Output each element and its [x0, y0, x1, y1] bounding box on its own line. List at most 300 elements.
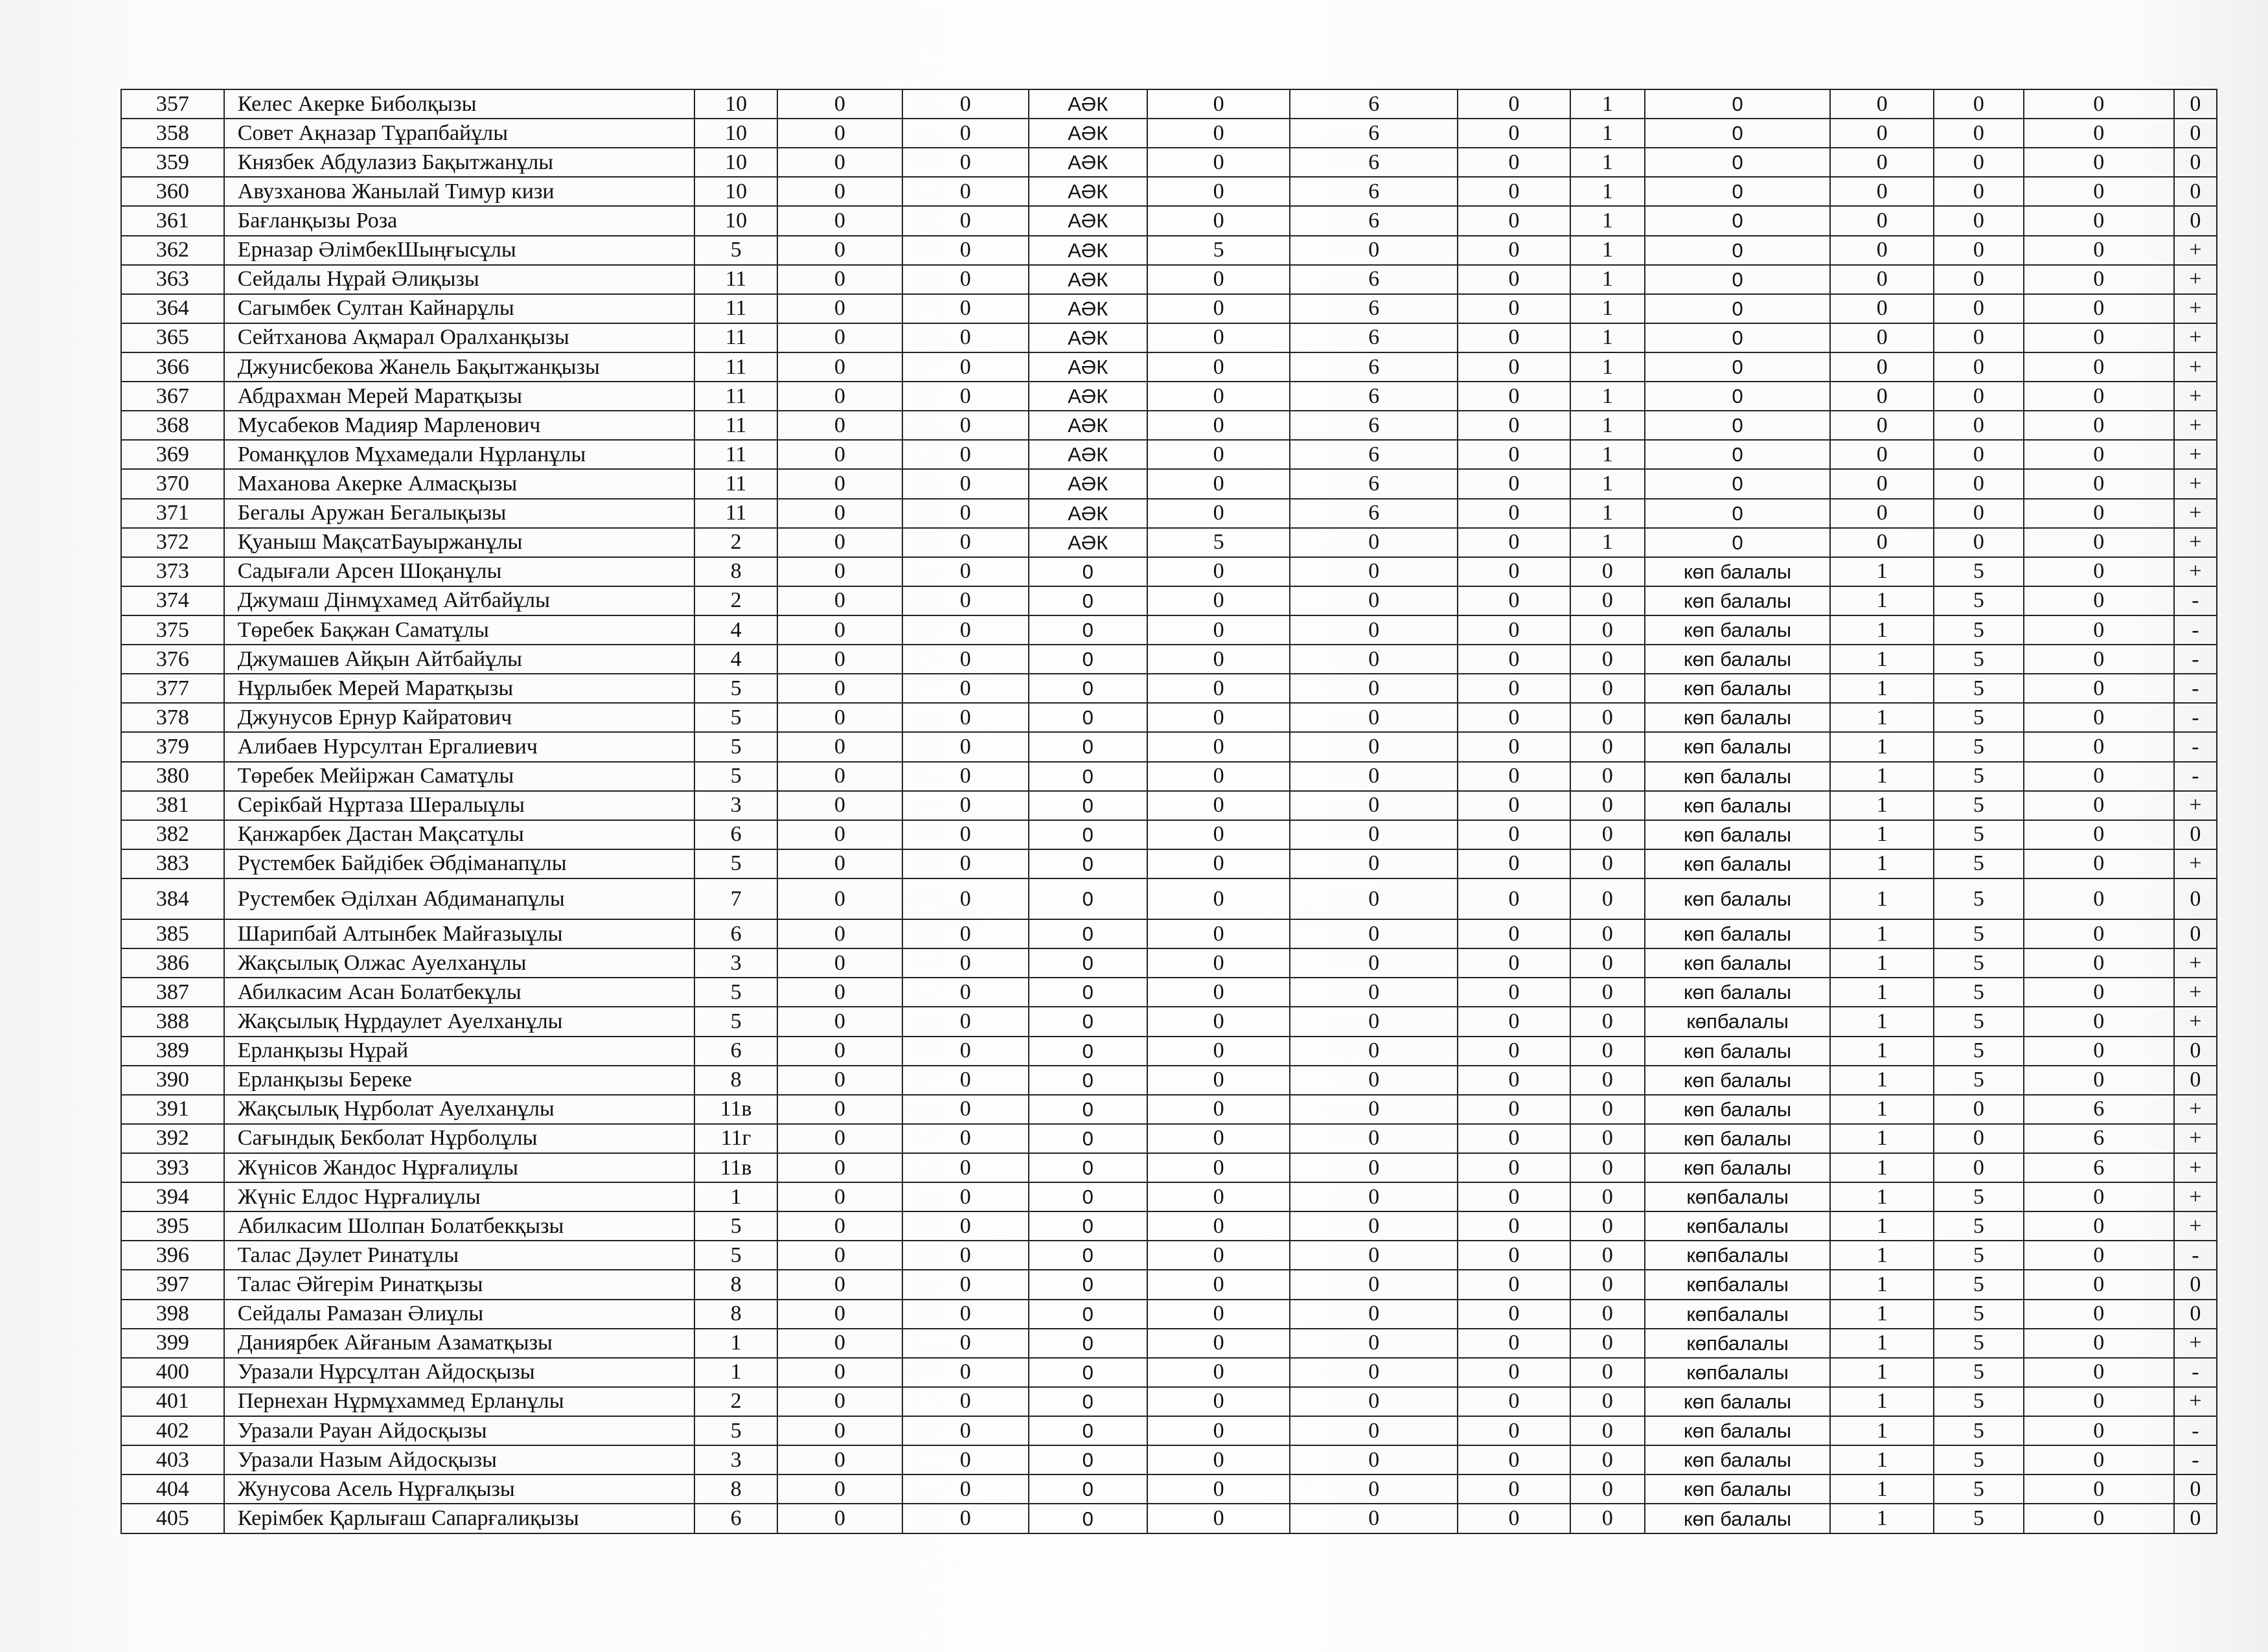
cell-col-i: 0 — [1570, 791, 1645, 820]
cell-grade: 5 — [694, 1007, 777, 1036]
cell-col-c: 0 — [777, 1300, 902, 1329]
cell-category: АӘК — [1029, 440, 1147, 469]
cell-col-f: 0 — [1147, 732, 1290, 761]
cell-mark: + — [2174, 499, 2217, 528]
cell-category: 0 — [1029, 919, 1147, 948]
cell-col-d: 0 — [902, 849, 1029, 878]
cell-family-status: 0 — [1645, 265, 1831, 294]
cell-col-l: 0 — [1934, 89, 2023, 119]
cell-col-d: 0 — [902, 1474, 1029, 1504]
cell-col-i: 1 — [1570, 382, 1645, 411]
cell-row-number: 358 — [121, 119, 224, 148]
table-row — [121, 1211, 2217, 1241]
cell-col-k: 1 — [1830, 1182, 1934, 1211]
cell-col-m: 0 — [2024, 762, 2174, 791]
cell-col-d: 0 — [902, 1270, 1029, 1299]
cell-mark: + — [2174, 411, 2217, 440]
cell-student-name: Маханова Акерке Алмасқызы — [224, 469, 694, 498]
cell-col-l: 5 — [1934, 878, 2023, 919]
cell-col-l: 0 — [1934, 323, 2023, 352]
cell-col-d: 0 — [902, 557, 1029, 586]
cell-family-status: көп балалы — [1645, 586, 1831, 615]
cell-col-f: 0 — [1147, 1358, 1290, 1387]
table-row — [121, 978, 2217, 1007]
cell-student-name: Совет Ақназар Тұрапбайұлы — [224, 119, 694, 148]
cell-col-h: 0 — [1458, 1066, 1570, 1095]
cell-col-f: 0 — [1147, 1300, 1290, 1329]
cell-col-c: 0 — [777, 1329, 902, 1358]
cell-col-l: 0 — [1934, 1153, 2023, 1182]
cell-mark: 0 — [2174, 919, 2217, 948]
cell-col-m: 6 — [2024, 1095, 2174, 1124]
cell-col-h: 0 — [1458, 1211, 1570, 1241]
cell-col-c: 0 — [777, 978, 902, 1007]
cell-col-k: 1 — [1830, 1037, 1934, 1066]
cell-col-l: 5 — [1934, 1474, 2023, 1504]
cell-col-c: 0 — [777, 323, 902, 352]
cell-student-name: Төребек Бақжан Саматұлы — [224, 615, 694, 645]
cell-student-name: Талас Әйгерім Ринатқызы — [224, 1270, 694, 1299]
cell-family-status: көп балалы — [1645, 919, 1831, 948]
cell-col-g: 0 — [1290, 645, 1458, 674]
cell-col-c: 0 — [777, 1182, 902, 1211]
cell-grade: 2 — [694, 1387, 777, 1416]
cell-mark: + — [2174, 557, 2217, 586]
cell-col-d: 0 — [902, 323, 1029, 352]
cell-col-d: 0 — [902, 1241, 1029, 1270]
cell-col-d: 0 — [902, 878, 1029, 919]
cell-row-number: 403 — [121, 1445, 224, 1474]
cell-col-i: 0 — [1570, 849, 1645, 878]
cell-col-d: 0 — [902, 645, 1029, 674]
cell-row-number: 365 — [121, 323, 224, 352]
cell-col-i: 1 — [1570, 440, 1645, 469]
cell-row-number: 386 — [121, 948, 224, 978]
cell-col-d: 0 — [902, 586, 1029, 615]
cell-col-h: 0 — [1458, 1300, 1570, 1329]
table-row — [121, 1387, 2217, 1416]
table-row — [121, 323, 2217, 352]
cell-col-c: 0 — [777, 820, 902, 849]
cell-category: АӘК — [1029, 469, 1147, 498]
cell-col-i: 0 — [1570, 1241, 1645, 1270]
cell-col-f: 0 — [1147, 849, 1290, 878]
cell-row-number: 396 — [121, 1241, 224, 1270]
cell-col-d: 0 — [902, 236, 1029, 265]
cell-family-status: көп балалы — [1645, 1095, 1831, 1124]
cell-family-status: көп балалы — [1645, 948, 1831, 978]
cell-row-number: 379 — [121, 732, 224, 761]
cell-mark: 0 — [2174, 89, 2217, 119]
cell-row-number: 397 — [121, 1270, 224, 1299]
table-row — [121, 1037, 2217, 1066]
cell-col-c: 0 — [777, 411, 902, 440]
cell-grade: 5 — [694, 762, 777, 791]
cell-col-i: 0 — [1570, 1037, 1645, 1066]
cell-col-k: 0 — [1830, 206, 1934, 235]
cell-col-h: 0 — [1458, 1124, 1570, 1153]
cell-col-k: 1 — [1830, 1270, 1934, 1299]
cell-col-g: 6 — [1290, 323, 1458, 352]
cell-col-c: 0 — [777, 586, 902, 615]
cell-col-d: 0 — [902, 499, 1029, 528]
table-row — [121, 382, 2217, 411]
cell-row-number: 368 — [121, 411, 224, 440]
cell-col-g: 0 — [1290, 528, 1458, 557]
cell-col-d: 0 — [902, 1153, 1029, 1182]
cell-col-f: 0 — [1147, 323, 1290, 352]
cell-mark: - — [2174, 615, 2217, 645]
cell-col-c: 0 — [777, 528, 902, 557]
table-row — [121, 440, 2217, 469]
cell-row-number: 357 — [121, 89, 224, 119]
cell-student-name: Жақсылық Нұрдаулет Ауелханұлы — [224, 1007, 694, 1036]
cell-col-d: 0 — [902, 265, 1029, 294]
cell-grade: 2 — [694, 586, 777, 615]
cell-col-i: 0 — [1570, 1416, 1645, 1445]
cell-col-c: 0 — [777, 352, 902, 382]
cell-col-l: 5 — [1934, 1329, 2023, 1358]
cell-col-l: 5 — [1934, 1387, 2023, 1416]
cell-col-m: 0 — [2024, 1007, 2174, 1036]
cell-mark: - — [2174, 586, 2217, 615]
cell-student-name: Джунисбекова Жанель Бақытжанқызы — [224, 352, 694, 382]
cell-col-l: 0 — [1934, 1095, 2023, 1124]
cell-col-l: 5 — [1934, 1066, 2023, 1095]
cell-col-c: 0 — [777, 1241, 902, 1270]
cell-mark: + — [2174, 1007, 2217, 1036]
cell-col-k: 1 — [1830, 645, 1934, 674]
cell-col-d: 0 — [902, 732, 1029, 761]
cell-col-d: 0 — [902, 703, 1029, 732]
cell-col-i: 1 — [1570, 206, 1645, 235]
cell-col-g: 0 — [1290, 1387, 1458, 1416]
cell-category: 0 — [1029, 1037, 1147, 1066]
cell-category: 0 — [1029, 732, 1147, 761]
cell-col-f: 5 — [1147, 528, 1290, 557]
cell-student-name: Абилкасим Шолпан Болатбекқызы — [224, 1211, 694, 1241]
cell-student-name: Төребек Мейіржан Саматұлы — [224, 762, 694, 791]
cell-col-m: 0 — [2024, 948, 2174, 978]
cell-col-d: 0 — [902, 978, 1029, 1007]
cell-student-name: Уразали Рауан Айдосқызы — [224, 1416, 694, 1445]
cell-row-number: 375 — [121, 615, 224, 645]
cell-category: 0 — [1029, 1300, 1147, 1329]
cell-col-f: 0 — [1147, 265, 1290, 294]
cell-grade: 5 — [694, 732, 777, 761]
cell-category: 0 — [1029, 1153, 1147, 1182]
cell-family-status: көп балалы — [1645, 791, 1831, 820]
cell-grade: 5 — [694, 849, 777, 878]
cell-col-m: 0 — [2024, 1066, 2174, 1095]
table-row — [121, 294, 2217, 323]
cell-col-g: 0 — [1290, 1300, 1458, 1329]
cell-col-h: 0 — [1458, 557, 1570, 586]
cell-col-c: 0 — [777, 119, 902, 148]
cell-col-l: 0 — [1934, 440, 2023, 469]
cell-col-f: 0 — [1147, 89, 1290, 119]
cell-col-h: 0 — [1458, 352, 1570, 382]
cell-col-d: 0 — [902, 206, 1029, 235]
cell-col-i: 0 — [1570, 1007, 1645, 1036]
cell-row-number: 377 — [121, 674, 224, 703]
cell-col-k: 1 — [1830, 703, 1934, 732]
cell-col-c: 0 — [777, 177, 902, 206]
cell-student-name: Авузханова Жанылай Тимур кизи — [224, 177, 694, 206]
cell-col-h: 0 — [1458, 1329, 1570, 1358]
cell-col-c: 0 — [777, 1124, 902, 1153]
cell-mark: - — [2174, 762, 2217, 791]
cell-col-k: 1 — [1830, 557, 1934, 586]
cell-col-f: 0 — [1147, 1329, 1290, 1358]
cell-col-m: 0 — [2024, 440, 2174, 469]
cell-col-g: 0 — [1290, 849, 1458, 878]
cell-col-k: 1 — [1830, 1504, 1934, 1533]
cell-grade: 11 — [694, 294, 777, 323]
cell-col-i: 0 — [1570, 1095, 1645, 1124]
cell-col-k: 1 — [1830, 1124, 1934, 1153]
cell-grade: 8 — [694, 557, 777, 586]
cell-col-f: 0 — [1147, 557, 1290, 586]
cell-col-i: 0 — [1570, 732, 1645, 761]
cell-col-h: 0 — [1458, 1095, 1570, 1124]
cell-col-c: 0 — [777, 1358, 902, 1387]
cell-family-status: 0 — [1645, 206, 1831, 235]
cell-family-status: көп балалы — [1645, 732, 1831, 761]
cell-col-f: 0 — [1147, 1153, 1290, 1182]
cell-family-status: 0 — [1645, 499, 1831, 528]
cell-col-h: 0 — [1458, 236, 1570, 265]
cell-row-number: 376 — [121, 645, 224, 674]
cell-family-status: көпбалалы — [1645, 1182, 1831, 1211]
cell-col-m: 0 — [2024, 586, 2174, 615]
cell-mark: - — [2174, 1241, 2217, 1270]
cell-mark: - — [2174, 732, 2217, 761]
cell-row-number: 372 — [121, 528, 224, 557]
cell-col-h: 0 — [1458, 1182, 1570, 1211]
cell-col-l: 0 — [1934, 528, 2023, 557]
cell-col-m: 0 — [2024, 89, 2174, 119]
cell-row-number: 361 — [121, 206, 224, 235]
table-row — [121, 1066, 2217, 1095]
cell-col-h: 0 — [1458, 978, 1570, 1007]
cell-col-d: 0 — [902, 948, 1029, 978]
cell-mark: + — [2174, 1387, 2217, 1416]
cell-mark: - — [2174, 703, 2217, 732]
cell-category: АӘК — [1029, 206, 1147, 235]
cell-family-status: 0 — [1645, 411, 1831, 440]
cell-family-status: көп балалы — [1645, 878, 1831, 919]
cell-col-m: 0 — [2024, 148, 2174, 177]
cell-student-name: Шарипбай Алтынбек Майғазыұлы — [224, 919, 694, 948]
cell-grade: 5 — [694, 236, 777, 265]
cell-col-i: 0 — [1570, 1182, 1645, 1211]
cell-family-status: 0 — [1645, 528, 1831, 557]
table-row — [121, 119, 2217, 148]
cell-mark: + — [2174, 236, 2217, 265]
table-row — [121, 878, 2217, 919]
cell-col-i: 0 — [1570, 615, 1645, 645]
cell-grade: 4 — [694, 645, 777, 674]
cell-col-d: 0 — [902, 1358, 1029, 1387]
cell-col-h: 0 — [1458, 323, 1570, 352]
cell-category: 0 — [1029, 1211, 1147, 1241]
cell-col-c: 0 — [777, 469, 902, 498]
cell-col-m: 0 — [2024, 674, 2174, 703]
cell-family-status: 0 — [1645, 323, 1831, 352]
cell-row-number: 374 — [121, 586, 224, 615]
cell-col-g: 0 — [1290, 557, 1458, 586]
cell-family-status: көп балалы — [1645, 1416, 1831, 1445]
cell-col-g: 6 — [1290, 119, 1458, 148]
cell-col-d: 0 — [902, 1504, 1029, 1533]
cell-col-l: 0 — [1934, 236, 2023, 265]
cell-student-name: Ерланқызы Береке — [224, 1066, 694, 1095]
cell-mark: 0 — [2174, 1474, 2217, 1504]
table-row — [121, 1300, 2217, 1329]
cell-col-i: 0 — [1570, 978, 1645, 1007]
cell-student-name: Талас Дәулет Ринатұлы — [224, 1241, 694, 1270]
table-row — [121, 528, 2217, 557]
cell-row-number: 395 — [121, 1211, 224, 1241]
cell-family-status: көп балалы — [1645, 645, 1831, 674]
cell-col-i: 1 — [1570, 265, 1645, 294]
cell-col-f: 5 — [1147, 236, 1290, 265]
cell-col-l: 5 — [1934, 674, 2023, 703]
cell-col-g: 0 — [1290, 586, 1458, 615]
cell-student-name: Сейдалы Нұрай Әлиқызы — [224, 265, 694, 294]
cell-category: АӘК — [1029, 148, 1147, 177]
cell-col-f: 0 — [1147, 1445, 1290, 1474]
cell-student-name: Бегалы Аружан Бегалықызы — [224, 499, 694, 528]
cell-col-g: 0 — [1290, 978, 1458, 1007]
cell-col-g: 6 — [1290, 206, 1458, 235]
cell-grade: 11 — [694, 440, 777, 469]
cell-col-g: 0 — [1290, 615, 1458, 645]
cell-col-c: 0 — [777, 1153, 902, 1182]
cell-student-name: Уразали Назым Айдосқызы — [224, 1445, 694, 1474]
cell-col-h: 0 — [1458, 919, 1570, 948]
cell-col-m: 0 — [2024, 557, 2174, 586]
cell-col-m: 0 — [2024, 1416, 2174, 1445]
table-row — [121, 948, 2217, 978]
cell-grade: 11 — [694, 499, 777, 528]
cell-row-number: 389 — [121, 1037, 224, 1066]
cell-col-c: 0 — [777, 732, 902, 761]
cell-col-c: 0 — [777, 919, 902, 948]
cell-col-l: 5 — [1934, 919, 2023, 948]
cell-row-number: 360 — [121, 177, 224, 206]
cell-col-f: 0 — [1147, 382, 1290, 411]
cell-col-k: 0 — [1830, 265, 1934, 294]
cell-grade: 11 — [694, 411, 777, 440]
cell-grade: 7 — [694, 878, 777, 919]
cell-col-f: 0 — [1147, 148, 1290, 177]
cell-col-i: 1 — [1570, 411, 1645, 440]
cell-grade: 6 — [694, 820, 777, 849]
cell-col-c: 0 — [777, 1095, 902, 1124]
cell-col-l: 0 — [1934, 148, 2023, 177]
cell-col-k: 1 — [1830, 849, 1934, 878]
cell-family-status: көп балалы — [1645, 762, 1831, 791]
cell-col-k: 0 — [1830, 411, 1934, 440]
cell-col-k: 1 — [1830, 1007, 1934, 1036]
cell-col-f: 0 — [1147, 119, 1290, 148]
cell-grade: 3 — [694, 948, 777, 978]
cell-col-g: 0 — [1290, 1037, 1458, 1066]
cell-mark: 0 — [2174, 878, 2217, 919]
cell-col-c: 0 — [777, 948, 902, 978]
cell-col-k: 1 — [1830, 1241, 1934, 1270]
cell-col-c: 0 — [777, 1445, 902, 1474]
cell-category: АӘК — [1029, 236, 1147, 265]
cell-row-number: 364 — [121, 294, 224, 323]
cell-row-number: 391 — [121, 1095, 224, 1124]
cell-col-c: 0 — [777, 557, 902, 586]
cell-col-i: 0 — [1570, 1504, 1645, 1533]
cell-family-status: 0 — [1645, 177, 1831, 206]
cell-col-d: 0 — [902, 528, 1029, 557]
cell-col-k: 1 — [1830, 919, 1934, 948]
cell-student-name: Келес Акерке Биболқызы — [224, 89, 694, 119]
cell-col-g: 0 — [1290, 762, 1458, 791]
cell-row-number: 385 — [121, 919, 224, 948]
cell-category: АӘК — [1029, 294, 1147, 323]
cell-family-status: көп балалы — [1645, 1037, 1831, 1066]
cell-family-status: көпбалалы — [1645, 1300, 1831, 1329]
cell-mark: + — [2174, 469, 2217, 498]
cell-col-f: 0 — [1147, 1182, 1290, 1211]
cell-col-i: 1 — [1570, 469, 1645, 498]
cell-col-g: 6 — [1290, 89, 1458, 119]
cell-col-f: 0 — [1147, 1095, 1290, 1124]
cell-col-d: 0 — [902, 919, 1029, 948]
cell-col-h: 0 — [1458, 645, 1570, 674]
cell-col-l: 0 — [1934, 382, 2023, 411]
cell-family-status: көп балалы — [1645, 1445, 1831, 1474]
cell-col-l: 5 — [1934, 615, 2023, 645]
cell-col-g: 6 — [1290, 294, 1458, 323]
cell-category: АӘК — [1029, 265, 1147, 294]
cell-col-k: 1 — [1830, 1300, 1934, 1329]
cell-col-m: 0 — [2024, 820, 2174, 849]
cell-col-k: 1 — [1830, 1358, 1934, 1387]
cell-col-m: 0 — [2024, 177, 2174, 206]
cell-category: 0 — [1029, 615, 1147, 645]
cell-col-m: 0 — [2024, 294, 2174, 323]
cell-col-m: 0 — [2024, 469, 2174, 498]
cell-col-i: 0 — [1570, 1270, 1645, 1299]
cell-student-name: Сейдалы Рамазан Әлиұлы — [224, 1300, 694, 1329]
cell-col-m: 0 — [2024, 265, 2174, 294]
cell-col-c: 0 — [777, 791, 902, 820]
cell-mark: + — [2174, 1153, 2217, 1182]
cell-col-k: 1 — [1830, 674, 1934, 703]
cell-col-d: 0 — [902, 762, 1029, 791]
cell-col-c: 0 — [777, 206, 902, 235]
cell-row-number: 384 — [121, 878, 224, 919]
cell-student-name: Рустембек Әділхан Абдиманапұлы — [224, 878, 694, 919]
cell-col-f: 0 — [1147, 586, 1290, 615]
cell-col-g: 6 — [1290, 148, 1458, 177]
cell-col-l: 5 — [1934, 978, 2023, 1007]
cell-col-h: 0 — [1458, 148, 1570, 177]
cell-col-d: 0 — [902, 791, 1029, 820]
cell-category: АӘК — [1029, 411, 1147, 440]
cell-col-h: 0 — [1458, 469, 1570, 498]
cell-col-f: 0 — [1147, 615, 1290, 645]
cell-col-m: 0 — [2024, 978, 2174, 1007]
